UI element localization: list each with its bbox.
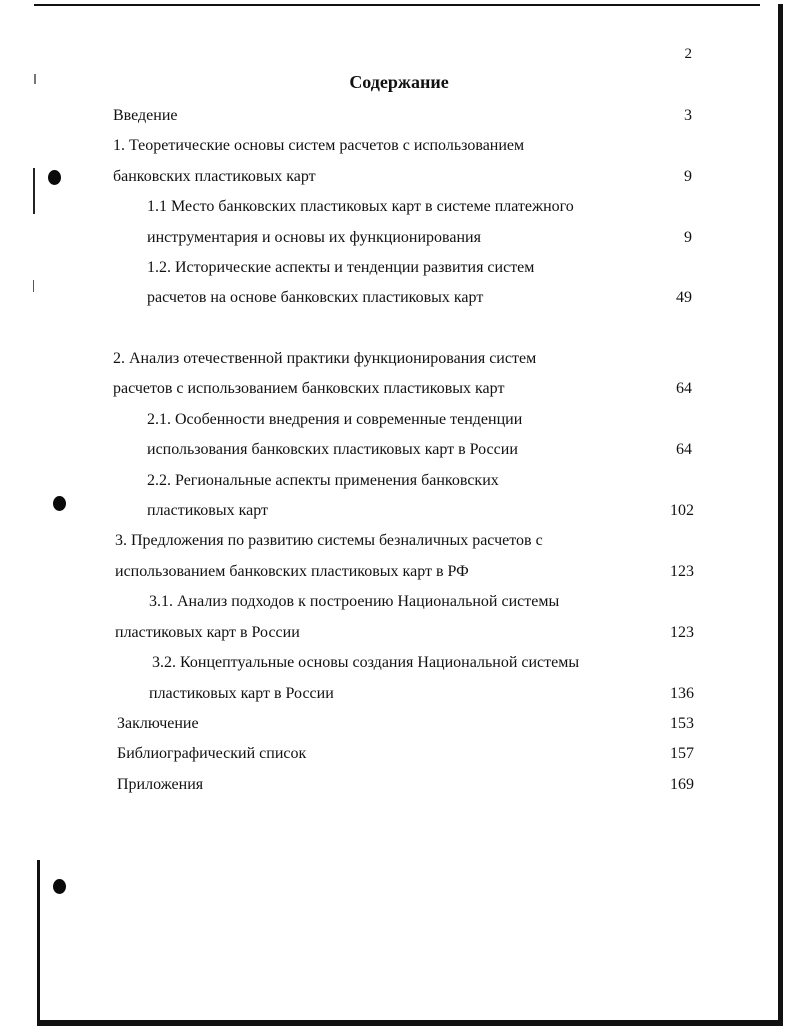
toc-entry-line: 3.1. Анализ подходов к построению Национальной системы — [149, 593, 560, 610]
scan-border-bottom — [38, 1020, 783, 1026]
toc-page-number: 49 — [676, 289, 692, 306]
toc-page-number: 64 — [676, 441, 692, 458]
toc-entry-line: Введение — [113, 107, 178, 124]
toc-page-number: 136 — [670, 685, 694, 702]
toc-page-number: 3 — [684, 107, 692, 124]
toc-entry-line: 2. Анализ отечественной практики функционирования систем — [113, 350, 537, 367]
toc-page-number: 157 — [670, 745, 694, 762]
punch-hole — [53, 496, 66, 511]
toc-page-number: 64 — [676, 380, 692, 397]
toc-entry-line: 1. Теоретические основы систем расчетов с использованием — [113, 137, 525, 154]
toc-entry-line: пластиковых карт в России — [115, 624, 300, 641]
punch-hole — [48, 170, 61, 185]
page-number: 2 — [684, 46, 692, 62]
toc-page-number: 102 — [670, 502, 694, 519]
toc-entry-line: Приложения — [117, 776, 204, 793]
toc-page-number: 153 — [670, 715, 694, 732]
toc-page-number: 123 — [670, 624, 694, 641]
punch-hole — [53, 879, 66, 894]
toc-entry-line: пластиковых карт в России — [149, 685, 334, 702]
toc-entry-line: Библиографический список — [117, 745, 307, 762]
toc-entry-line: 3.2. Концептуальные основы создания Национальной системы — [152, 654, 580, 671]
scan-border-top — [34, 4, 760, 6]
toc-entry-line: Заключение — [117, 715, 199, 732]
toc-entry-line: 1.2. Исторические аспекты и тенденции развития систем — [147, 259, 535, 276]
scan-mark — [33, 280, 34, 292]
toc-entry-line: банковских пластиковых карт — [113, 168, 316, 185]
toc-entry-line: расчетов на основе банковских пластиковых карт — [147, 289, 484, 306]
toc-page-number: 123 — [670, 563, 694, 580]
toc-page-number: 9 — [684, 168, 692, 185]
toc-entry-line: 3. Предложения по развитию системы безналичных расчетов с — [115, 532, 543, 549]
toc-entry-line: расчетов с использованием банковских пластиковых карт — [113, 380, 505, 397]
scan-border-right — [778, 4, 783, 1025]
scan-mark — [33, 168, 35, 214]
scan-border-left — [37, 860, 40, 1026]
toc-page-number: 9 — [684, 229, 692, 246]
toc-entry-line: использования банковских пластиковых карт в России — [147, 441, 518, 458]
toc-entry-line: 2.2. Региональные аспекты применения банковских — [147, 472, 499, 489]
toc-entry-line: 2.1. Особенности внедрения и современные тенденции — [147, 411, 523, 428]
toc-entry-line: пластиковых карт — [147, 502, 268, 519]
scan-mark — [34, 74, 36, 84]
toc-entry-line: использованием банковских пластиковых карт в РФ — [115, 563, 469, 580]
toc-entry-line: 1.1 Место банковских пластиковых карт в системе платежного — [147, 198, 574, 215]
toc-title: Содержание — [349, 72, 449, 92]
toc-entry-line: инструментария и основы их функционирования — [147, 229, 481, 246]
toc-page-number: 169 — [670, 776, 694, 793]
